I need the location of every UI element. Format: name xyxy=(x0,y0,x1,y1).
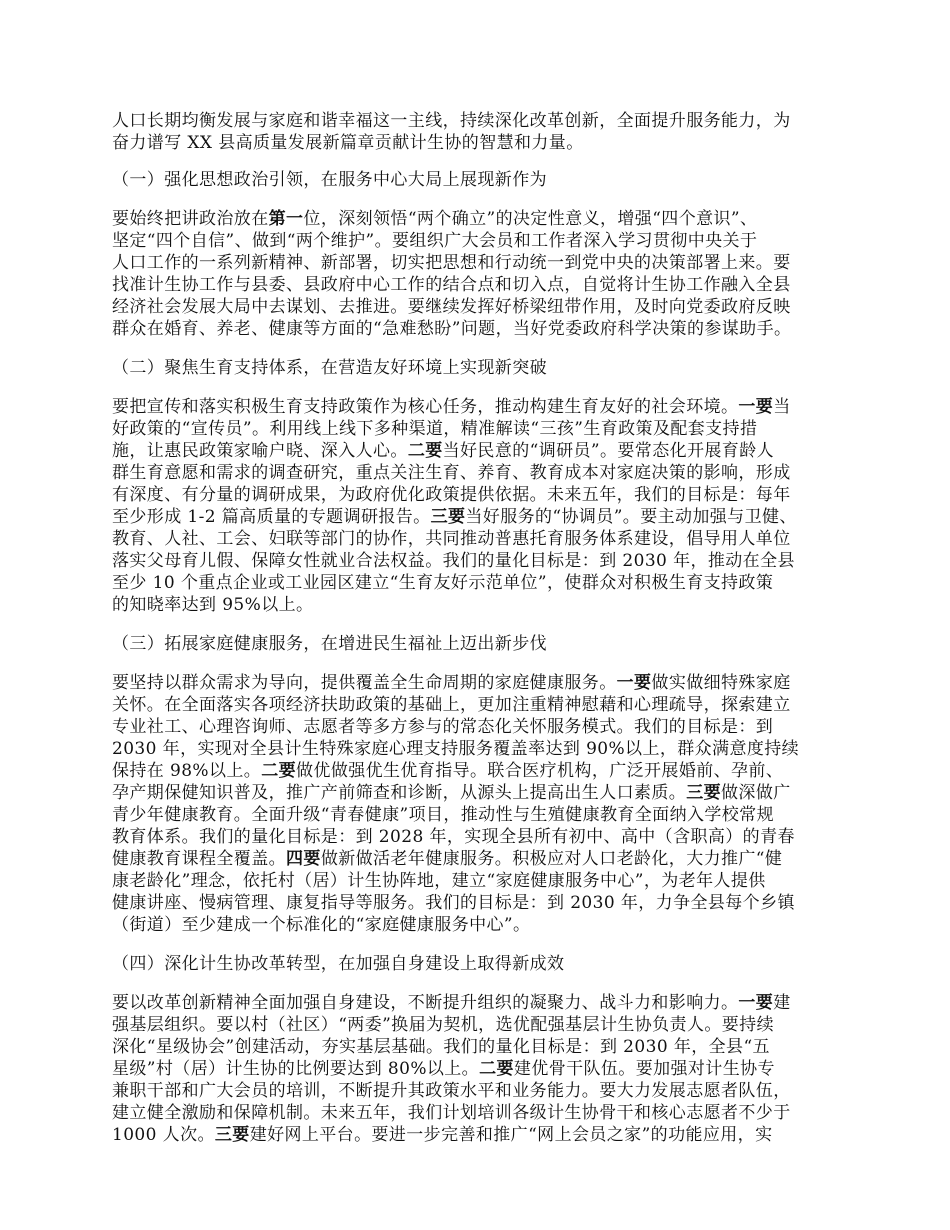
text-segment: 孕产期保健知识普及，推广产前筛查和诊断，从源头上提高出生人口素质。 xyxy=(112,783,687,803)
text-line xyxy=(112,804,872,826)
text-segment: 教育体系。我们的量化目标是：到 2028 年，实现全县所有初中、高中（含职高）的青春 xyxy=(112,827,795,847)
text-segment: 深化“星级协会”创建活动，夯实基层基础。我们的量化目标是：到 2030 年，全县“五 xyxy=(112,1037,770,1057)
text-line xyxy=(112,208,872,230)
section-paragraph xyxy=(112,396,872,616)
text-line xyxy=(112,594,872,616)
text-line xyxy=(112,760,872,782)
section-heading: （三）拓展家庭健康服务，在增进民生福祉上迈出新步伐 xyxy=(112,634,547,654)
text-segment: 建优骨干队伍。要加强对计生协专 xyxy=(513,1059,775,1079)
text-segment: 健康教育课程全覆盖。 xyxy=(112,849,286,869)
text-segment: 健康讲座、慢病管理、康复指导等服务。我们的目标是：到 2030 年，力争全县每个乡镇 xyxy=(112,893,795,913)
text-segment: 星级”村（居）计生协的比例要达到 80%以上。 xyxy=(112,1059,480,1079)
emphasis-text: 二要 xyxy=(479,1059,514,1079)
text-line xyxy=(112,396,872,418)
text-segment: 当好服务的“协调员”。要主动加强与卫健、 xyxy=(465,507,797,527)
intro-paragraph xyxy=(112,110,872,154)
text-line xyxy=(112,914,872,936)
text-segment: 做新做活老年健康服务。积极应对人口老龄化，大力推广“健 xyxy=(320,849,783,869)
text-segment: 保持在 98%以上。 xyxy=(112,761,262,781)
section-heading: （四）深化计生协改革转型，在加强自身建设上取得新成效 xyxy=(112,954,565,974)
text-line xyxy=(112,992,872,1014)
text-segment: 好政策的“宣传员”。利用线上线下多种渠道，精准解读“三孩”生育政策及配套支持措 xyxy=(112,419,758,439)
section-paragraph xyxy=(112,992,872,1146)
text-segment: 落实父母育儿假、保障女性就业合法权益。我们的量化目标是：到 2030 年，推动在全县 xyxy=(112,551,795,571)
text-line xyxy=(112,462,872,484)
text-segment: 当好民意的“调研员”。要常态化开展育龄人 xyxy=(442,441,775,461)
text-segment: 要始终把讲政治放在 xyxy=(112,209,269,229)
text-line xyxy=(112,550,872,572)
text-line xyxy=(112,1124,872,1146)
sections-container xyxy=(112,169,872,1146)
section-heading: （二）聚焦生育支持体系，在营造友好环境上实现新突破 xyxy=(112,358,547,378)
text-line xyxy=(112,252,872,274)
text-segment: 的知晓率达到 95%以上。 xyxy=(112,595,314,615)
text-line xyxy=(112,318,872,340)
document-page xyxy=(112,110,872,1146)
text-line xyxy=(112,440,872,462)
text-segment: 经济社会发展大局中去谋划、去推进。要继续发挥好桥梁纽带作用，及时向党委政府反映 xyxy=(112,297,791,317)
text-line xyxy=(112,484,872,506)
text-line xyxy=(112,1014,872,1036)
text-segment: 群生育意愿和需求的调查研究，重点关注生育、养育、教育成本对家庭决策的影响，形成 xyxy=(112,463,791,483)
text-line xyxy=(112,892,872,914)
text-line xyxy=(112,528,872,550)
text-segment: 关怀。在全面落实各项经济扶助政策的基础上，更加注重精神慰藉和心理疏导，探索建立 xyxy=(112,695,791,715)
text-segment: 建立健全激励和保障机制。未来五年，我们计划培训各级计生协骨干和核心志愿者不少于 xyxy=(112,1103,791,1123)
text-line xyxy=(112,506,872,528)
text-line: 人口长期均衡发展与家庭和谐幸福这一主线，持续深化改革创新，全面提升服务能力，为 xyxy=(112,111,791,131)
section-paragraph xyxy=(112,208,872,340)
text-line xyxy=(112,848,872,870)
text-segment: 要以改革创新精神全面加强自身建设，不断提升组织的凝聚力、战斗力和影响力。 xyxy=(112,993,739,1013)
text-segment: 青少年健康教育。全面升级“青春健康”项目，推动性与生殖健康教育全面纳入学校常规 xyxy=(112,805,774,825)
emphasis-text: 一要 xyxy=(616,673,652,693)
text-segment: （街道）至少建成一个标准化的“家庭健康服务中心”。 xyxy=(112,915,531,935)
text-segment: 至少形成 1-2 篇高质量的专题调研报告。 xyxy=(112,507,431,527)
text-segment: 当 xyxy=(773,397,791,417)
text-line xyxy=(112,1080,872,1102)
text-segment: 做实做细特殊家庭 xyxy=(651,673,791,693)
text-segment: 强基层组织。要以村（社区）“两委”换届为契机，选优配强基层计生协负责人。要持续 xyxy=(112,1015,774,1035)
text-segment: 群众在婚育、养老、健康等方面的“急难愁盼”问题，当好党委政府科学决策的参谋助手。 xyxy=(112,319,792,339)
section-heading: （一）强化思想政治引领，在服务中心大局上展现新作为 xyxy=(112,170,547,190)
text-line: 奋力谱写 XX 县高质量发展新篇章贡献计生协的智慧和力量。 xyxy=(112,133,584,153)
text-segment: 至少 10 个重点企业或工业园区建立“生育友好示范单位”，使群众对积极生育支持政策 xyxy=(112,573,774,593)
text-segment: 1000 人次。 xyxy=(112,1125,215,1145)
emphasis-text: 一要 xyxy=(738,397,774,417)
text-segment: 兼职干部和广大会员的培训，不断提升其政策水平和业务能力。要大力发展志愿者队伍， xyxy=(112,1081,791,1101)
emphasis-text: 一要 xyxy=(738,993,774,1013)
text-segment: 建好网上平台。要进一步完善和推广“网上会员之家”的功能应用，实 xyxy=(249,1125,773,1145)
text-segment: 位，深刻领悟“两个确立”的决定性意义，增强“四个意识”、 xyxy=(303,209,758,229)
text-segment: 坚定“四个自信”、做到“两个维护”。要组织广大会员和工作者深入学习贯彻中央关于 xyxy=(112,231,758,251)
text-line xyxy=(112,826,872,848)
text-line xyxy=(112,716,872,738)
text-line xyxy=(112,274,872,296)
emphasis-text: 三要 xyxy=(214,1125,250,1145)
text-line xyxy=(112,738,872,760)
text-segment: 教育、人社、工会、妇联等部门的协作，共同推动普惠托育服务体系建设，倡导用人单位 xyxy=(112,529,791,549)
text-segment: 专业社工、心理咨询师、志愿者等多方参与的常态化关怀服务模式。我们的目标是：到 xyxy=(112,717,774,737)
text-line xyxy=(112,672,872,694)
emphasis-text: 第一 xyxy=(268,209,304,229)
text-line xyxy=(112,694,872,716)
text-line xyxy=(112,1102,872,1124)
text-segment: 找准计生协工作与县委、县政府中心工作的结合点和切入点，自觉将计生协工作融入全县 xyxy=(112,275,791,295)
emphasis-text: 三要 xyxy=(430,507,466,527)
text-line xyxy=(112,1058,872,1080)
text-segment: 2030 年，实现对全县计生特殊家庭心理支持服务覆盖率达到 90%以上，群众满意度持续 xyxy=(112,739,800,759)
text-segment: 建 xyxy=(773,993,791,1013)
text-segment: 做深做广 xyxy=(721,783,791,803)
text-segment: 有深度、有分量的调研成果，为政府优化政策提供依据。未来五年，我们的目标是：每年 xyxy=(112,485,791,505)
emphasis-text: 二要 xyxy=(407,441,443,461)
text-line xyxy=(112,572,872,594)
text-line xyxy=(112,418,872,440)
text-segment: 康老龄化”理念，依托村（居）计生协阵地，建立“家庭健康服务中心”，为老年人提供 xyxy=(112,871,766,891)
text-line xyxy=(112,1036,872,1058)
text-line xyxy=(112,230,872,252)
text-line xyxy=(112,296,872,318)
emphasis-text: 三要 xyxy=(686,783,722,803)
text-segment: 做优做强优生优育指导。联合医疗机构，广泛开展婚前、孕前、 xyxy=(296,761,784,781)
section-paragraph xyxy=(112,672,872,936)
text-segment: 人口工作的一系列新精神、新部署，切实把思想和行动统一到党中央的决策部署上来。要 xyxy=(112,253,791,273)
text-line xyxy=(112,782,872,804)
emphasis-text: 二要 xyxy=(261,761,297,781)
text-segment: 要坚持以群众需求为导向，提供覆盖全生命周期的家庭健康服务。 xyxy=(112,673,617,693)
emphasis-text: 四要 xyxy=(286,849,321,869)
text-line xyxy=(112,870,872,892)
text-segment: 施，让惠民政策家喻户晓、深入人心。 xyxy=(112,441,408,461)
text-segment: 要把宣传和落实积极生育支持政策作为核心任务，推动构建生育友好的社会环境。 xyxy=(112,397,739,417)
